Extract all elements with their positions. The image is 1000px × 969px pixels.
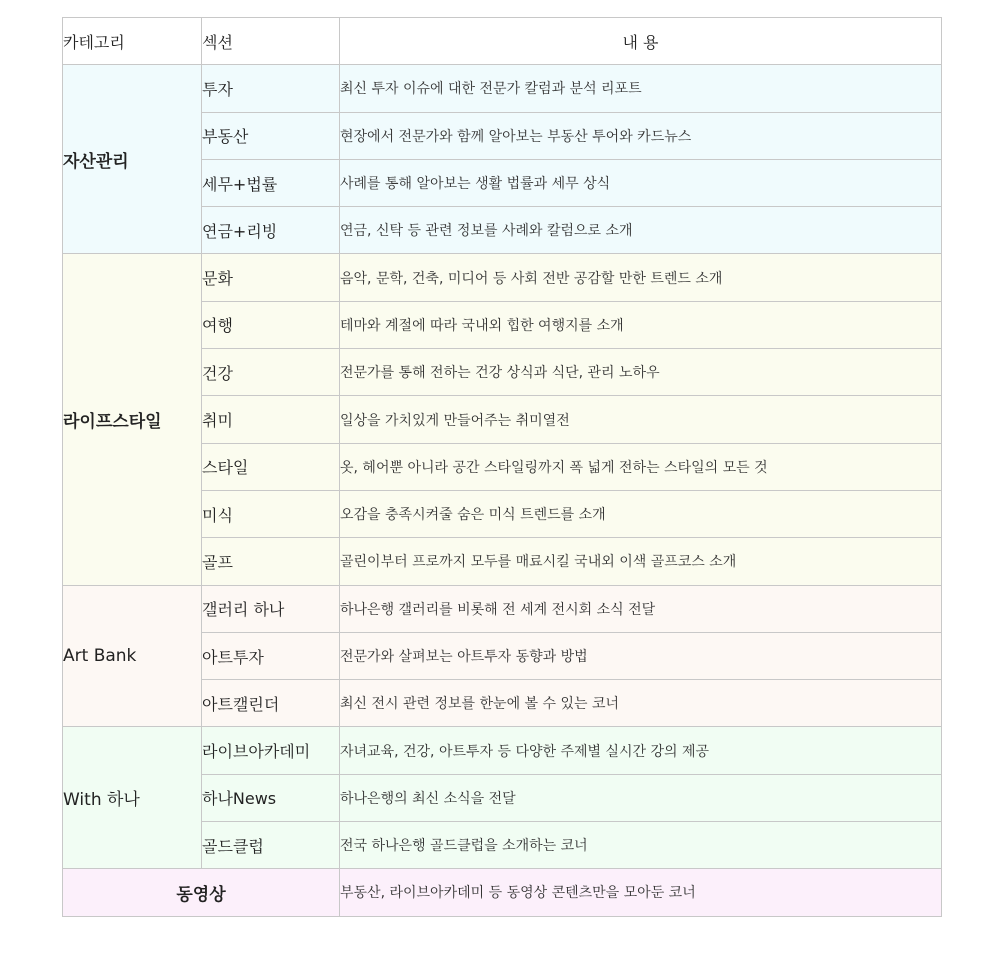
section-description: 부동산, 라이브아카데미 등 동영상 콘텐츠만을 모아둔 코너: [340, 869, 942, 916]
section-description: 전문가와 살펴보는 아트투자 동향과 방법: [340, 632, 942, 679]
table-row: [63, 585, 942, 632]
section-description: 옷, 헤어뿐 아니라 공간 스타일링까지 폭 넓게 전하는 스타일의 모든 것: [340, 443, 942, 490]
section-name: 문화: [202, 254, 340, 301]
header-category: 카테고리: [63, 18, 202, 65]
section-name: 아트투자: [202, 632, 340, 679]
table-row: [63, 254, 942, 301]
header-row: [63, 18, 942, 65]
section-name: 아트캘린더: [202, 680, 340, 727]
content-category-table: [62, 17, 942, 917]
section-description: 연금, 신탁 등 관련 정보를 사례와 칼럼으로 소개: [340, 207, 942, 254]
header-content: 내 용: [340, 18, 942, 65]
section-name: 골드클럽: [202, 822, 340, 869]
section-name: 미식: [202, 490, 340, 537]
table-row: [63, 869, 942, 916]
category-video: 동영상: [63, 869, 340, 916]
section-description: 테마와 계절에 따라 국내외 힙한 여행지를 소개: [340, 301, 942, 348]
category-asset-management: 자산관리: [63, 65, 202, 254]
table-row: [63, 65, 942, 112]
section-description: 음악, 문학, 건축, 미디어 등 사회 전반 공감할 만한 트렌드 소개: [340, 254, 942, 301]
section-name: 여행: [202, 301, 340, 348]
section-description: 현장에서 전문가와 함께 알아보는 부동산 투어와 카드뉴스: [340, 112, 942, 159]
section-name: 세무+법률: [202, 159, 340, 206]
section-name: 하나News: [202, 774, 340, 821]
table-row: [63, 727, 942, 774]
section-description: 하나은행 갤러리를 비롯해 전 세계 전시회 소식 전달: [340, 585, 942, 632]
section-name: 라이브아카데미: [202, 727, 340, 774]
category-with-hana: With 하나: [63, 727, 202, 869]
section-name: 취미: [202, 396, 340, 443]
section-name: 투자: [202, 65, 340, 112]
section-name: 부동산: [202, 112, 340, 159]
category-art-bank: Art Bank: [63, 585, 202, 727]
section-name: 스타일: [202, 443, 340, 490]
section-name: 골프: [202, 538, 340, 585]
section-description: 일상을 가치있게 만들어주는 취미열전: [340, 396, 942, 443]
section-name: 연금+리빙: [202, 207, 340, 254]
category-lifestyle: 라이프스타일: [63, 254, 202, 585]
section-description: 최신 투자 이슈에 대한 전문가 칼럼과 분석 리포트: [340, 65, 942, 112]
header-section: 섹션: [202, 18, 340, 65]
section-description: 하나은행의 최신 소식을 전달: [340, 774, 942, 821]
section-description: 전국 하나은행 골드클럽을 소개하는 코너: [340, 822, 942, 869]
section-description: 전문가를 통해 전하는 건강 상식과 식단, 관리 노하우: [340, 349, 942, 396]
section-description: 자녀교육, 건강, 아트투자 등 다양한 주제별 실시간 강의 제공: [340, 727, 942, 774]
section-description: 오감을 충족시켜줄 숨은 미식 트렌드를 소개: [340, 490, 942, 537]
section-description: 사례를 통해 알아보는 생활 법률과 세무 상식: [340, 159, 942, 206]
section-name: 갤러리 하나: [202, 585, 340, 632]
section-description: 최신 전시 관련 정보를 한눈에 볼 수 있는 코너: [340, 680, 942, 727]
section-name: 건강: [202, 349, 340, 396]
section-description: 골린이부터 프로까지 모두를 매료시킬 국내외 이색 골프코스 소개: [340, 538, 942, 585]
